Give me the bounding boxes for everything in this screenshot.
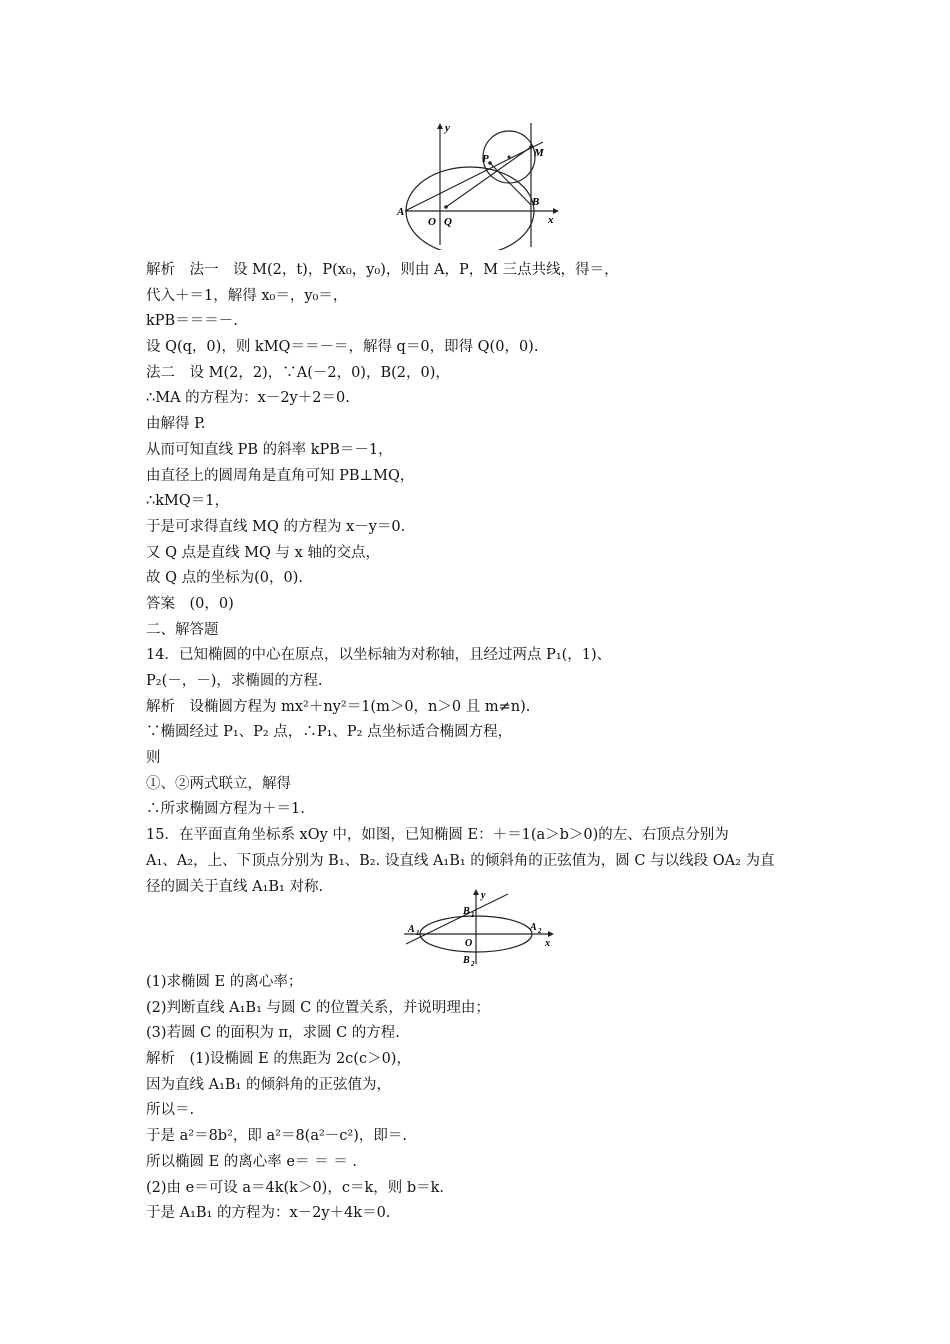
label-a1-sub: 1 [416, 929, 420, 937]
text-line: 解析 (1)设椭圆 E 的焦距为 2c(c＞0)， [146, 1051, 411, 1068]
label-b2: B [463, 955, 470, 966]
problem-15: 15．在平面直角坐标系 xOy 中，如图，已知椭圆 E：＋＝1(a＞b＞0)的左、右顶点分别为 [146, 827, 729, 844]
text-line: 于是可求得直线 MQ 的方程为 x－y＝0. [146, 518, 406, 535]
label-o: O [465, 938, 473, 949]
solution-text-2 [146, 970, 826, 1227]
text-line: 于是 a²＝8b²，即 a²＝8(a²－c²)，即＝. [146, 1128, 407, 1145]
label-a2-sub: 2 [538, 927, 542, 935]
ellipse-circle-figure [395, 115, 565, 250]
figure2-svg [398, 886, 558, 966]
text-line: 故 Q 点的坐标为(0，0). [146, 570, 303, 587]
text-line: (2)由 e＝可设 a＝4k(k＞0)，c＝k，则 b＝k. [146, 1179, 445, 1196]
label-q: Q [444, 216, 452, 228]
line-am [405, 142, 543, 211]
text-line: ∴MA 的方程为：x－2y＋2＝0. [146, 390, 350, 407]
text-line: 由直径上的圆周角是直角可知 PB⊥MQ， [146, 467, 415, 484]
label-y: y [481, 890, 486, 901]
label-x: x [545, 938, 550, 949]
text-line: A₁、A₂，上、下顶点分别为 B₁、B₂. 设直线 A₁B₁ 的倾斜角的正弦值为，圆 C 与以线段 OA₂ 为直 [146, 852, 775, 869]
text-line: ∴kMQ＝1， [146, 493, 229, 510]
text-line: 设 Q(q，0)，则 kMQ＝＝－＝，解得 q＝0，即得 Q(0，0). [146, 339, 539, 356]
label-b1-sub: 1 [471, 911, 475, 919]
question-3: (3)若圆 C 的面积为 π，求圆 C 的方程. [146, 1025, 400, 1042]
text-line: 又 Q 点是直线 MQ 与 x 轴的交点， [146, 544, 380, 561]
ellipse-figure-2 [398, 886, 558, 966]
text-line: 解析 设椭圆方程为 mx²＋ny²＝1(m＞0，n＞0 且 m≠n). [146, 698, 531, 715]
label-m: M [534, 147, 544, 159]
problem-14: 14．已知椭圆的中心在原点，以坐标轴为对称轴，且经过两点 P₁(，1)、 [146, 647, 612, 664]
x-axis-arrow [548, 931, 554, 937]
answer-line: 答案 (0，0) [146, 595, 234, 612]
text-line: 解析 法一 设 M(2，t)，P(x₀，y₀)，则由 A，P，M 三点共线，得＝， [146, 262, 619, 278]
text-line: ①、②两式联立，解得 [146, 775, 291, 792]
text-line: 径的圆关于直线 A₁B₁ 对称. [146, 878, 324, 895]
text-line: 因为直线 A₁B₁ 的倾斜角的正弦值为， [146, 1076, 391, 1093]
label-o: O [428, 216, 436, 228]
text-line: 所以椭圆 E 的离心率 e＝ ＝ ＝ . [146, 1153, 357, 1170]
solution-text [146, 258, 826, 900]
label-x: x [548, 214, 554, 226]
text-line: 代入＋＝1，解得 x₀＝，y₀＝， [146, 287, 348, 304]
label-a1: A [408, 924, 415, 935]
line-pb [490, 163, 531, 205]
text-line: 于是 A₁B₁ 的方程为：x－2y＋4k＝0. [146, 1205, 391, 1222]
label-b2-sub: 2 [471, 960, 475, 966]
y-axis-arrow [437, 123, 443, 129]
text-line: ∴所求椭圆方程为＋＝1. [146, 801, 305, 818]
text-line: 从而可知直线 PB 的斜率 kPB＝－1， [146, 441, 393, 458]
text-line: 由解得 P. [146, 416, 206, 433]
point-m [529, 145, 533, 149]
x-axis-arrow [553, 208, 559, 214]
text-line: 所以＝. [146, 1102, 195, 1119]
label-a: A [397, 206, 405, 218]
point-p [488, 161, 492, 165]
question-1: (1)求椭圆 E 的离心率； [146, 974, 303, 990]
figure1-svg [395, 115, 565, 250]
y-axis-arrow [473, 889, 479, 895]
ellipse [406, 167, 534, 250]
label-y: y [445, 122, 450, 134]
label-b: B [532, 196, 540, 208]
label-b1: B [463, 906, 470, 917]
text-line: ∵椭圆经过 P₁、P₂ 点，∴P₁、P₂ 点坐标适合椭圆方程， [146, 724, 513, 741]
section-heading: 二、解答题 [146, 621, 219, 638]
text-line: kPB＝＝＝－. [146, 313, 238, 330]
text-line: 则 [146, 750, 161, 767]
text-line: 法二 设 M(2，2)，∵A(－2，0)，B(2，0)， [146, 364, 450, 381]
circle-center [508, 156, 511, 159]
question-2: (2)判断直线 A₁B₁ 与圆 C 的位置关系，并说明理由； [146, 999, 490, 1016]
label-a2: A [530, 922, 537, 933]
label-p: P [482, 153, 489, 165]
text-line: P₂(－，－)，求椭圆的方程. [146, 673, 323, 689]
line-a1b1 [406, 894, 508, 944]
point-q [444, 205, 448, 209]
